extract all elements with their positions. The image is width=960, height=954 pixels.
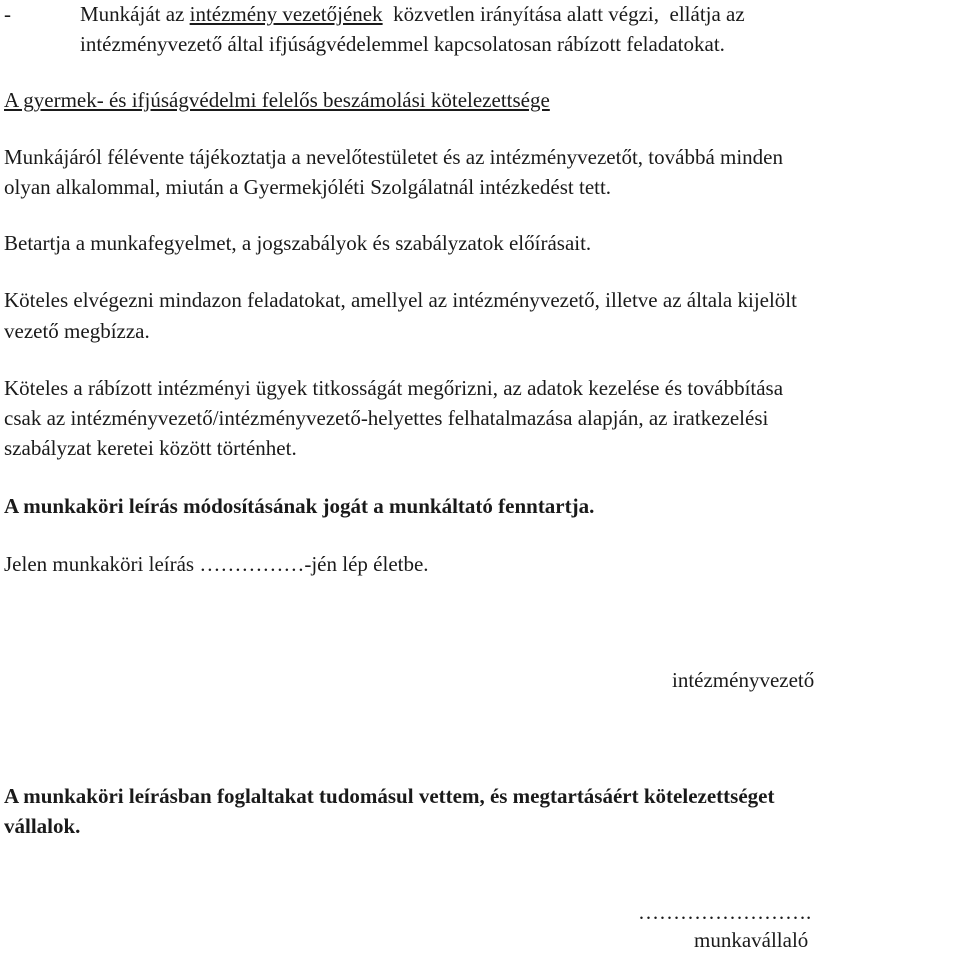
duties-paragraph-line1: Köteles elvégezni mindazon feladatokat, amellyel az intézményvezető, illetve az általa kijelölt [4,288,797,312]
confidentiality-paragraph [4,374,954,462]
report-paragraph [4,143,954,201]
confidentiality-line1: Köteles a rábízott intézményi ügyek titkosságát megőrizni, az adatok kezelése és továbbítása [4,376,784,400]
effective-date-line: Jelen munkaköri leírás ……………-jén lép életbe. [4,552,429,576]
duty-item-line1 [4,0,954,28]
duties-paragraph [4,286,954,345]
dash-bullet: - [4,2,11,26]
confidentiality-line2: csak az intézményvezető/intézményvezető-helyettes felhatalmazása alapján, az iratkezelési [4,406,769,430]
employee-signature-dots: ……………………. [638,900,812,924]
duty-item-post: közvetlen irányítása alatt végzi, ellátja az [382,2,745,26]
modification-notice: A munkaköri leírás módosításának jogát a munkáltató fenntartja. [4,494,595,518]
acknowledgement-line1: A munkaköri leírásban foglaltakat tudomásul vettem, és megtartásáért kötelezettséget [4,784,775,808]
report-paragraph-line2: olyan alkalommal, miután a Gyermekjóléti Szolgálatnál intézkedést tett. [4,175,612,199]
confidentiality-line3: szabályzat keretei között történhet. [4,436,297,460]
section-heading: A gyermek- és ifjúságvédelmi felelős beszámolási kötelezettsége [4,88,550,112]
duty-item-line2: intézményvezető által ifjúságvédelemmel kapcsolatosan rábízott feladatokat. [80,32,725,56]
duty-item [4,0,954,58]
duty-item-pre: Munkáját az [80,2,190,26]
duty-item-text [80,0,954,28]
duty-item-underlined: intézmény vezetőjének [189,2,383,26]
acknowledgement-line2: vállalok. [4,814,81,838]
discipline-paragraph: Betartja a munkafegyelmet, a jogszabályok és szabályzatok előírásait. [4,231,592,255]
director-signature-label: intézményvezető [672,668,815,692]
duties-paragraph-line2: vezető megbízza. [4,319,150,343]
report-paragraph-line1: Munkájáról félévente tájékoztatja a nevelőtestületet és az intézményvezetőt, továbbá minden [4,145,783,169]
employee-signature-label: munkavállaló [694,928,809,952]
acknowledgement [4,782,954,840]
